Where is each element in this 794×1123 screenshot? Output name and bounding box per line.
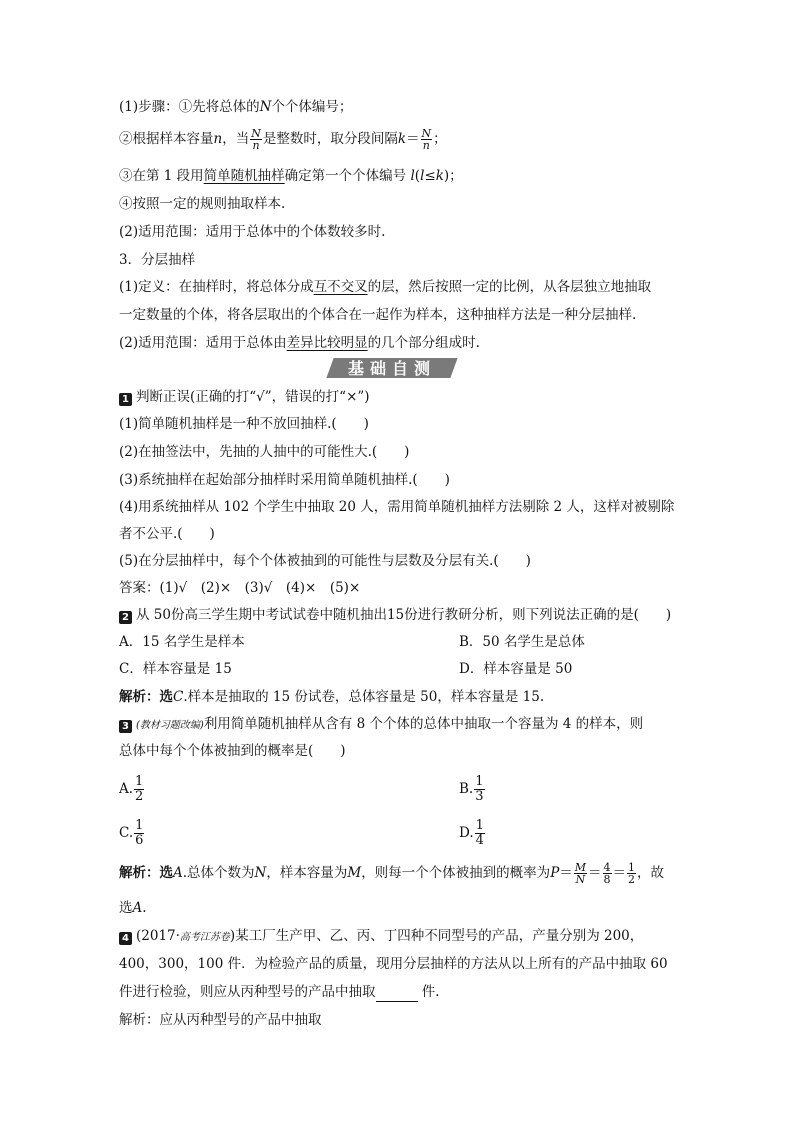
fraction [474, 775, 484, 804]
step-3-mid: 确定第一个个体编号 [284, 168, 407, 184]
underlined-term: 简单随机抽样 [203, 168, 285, 184]
var-k-2: k [435, 168, 444, 184]
q3-option-b [459, 775, 486, 804]
q4-analysis: 解析：应从丙种型号的产品中抽取 [119, 1012, 322, 1028]
q3-option-d [459, 819, 486, 848]
scope-systematic: (2)适用范围：适用于总体中的个体数较多时. [119, 224, 386, 240]
q4-stem-text-3: 件进行检验，则应从丙种型号的产品中抽取 [119, 984, 376, 1000]
q4-year-close: ) [229, 928, 236, 944]
step-2-interval: 是整数时，取分段间隔 [262, 131, 398, 147]
q4-stem [119, 926, 643, 948]
q3-analysis-cont [119, 898, 147, 918]
underlined-term: 互不交叉 [313, 279, 368, 295]
q4-stem-2: 400，300，100 件．为检验产品的质量，现用分层抽样的方法从以上所有的产品中抽取 60 [119, 956, 668, 972]
stratified-def-1 [119, 277, 651, 297]
def-text: (1)定义：在抽样时，将总体分成 [119, 279, 314, 295]
q2-option-a: A．15 名学生是样本 [119, 634, 245, 650]
q1-item-2: (2)在抽签法中，先抽的人抽中的可能性大.( ) [119, 444, 410, 460]
step-3 [119, 166, 463, 186]
denominator: 2 [135, 789, 144, 804]
q2-option-b: B．50 名学生是总体 [459, 634, 585, 650]
question-number-badge: 1 [119, 393, 132, 406]
choice: A [132, 900, 143, 916]
q1-answer: 答案：(1)√ (2)× (3)√ (4)× (5)× [119, 580, 361, 596]
q4-stem-3 [119, 982, 440, 1002]
q4-year: (2017· [136, 928, 180, 944]
period: . [142, 900, 147, 916]
numerator: 1 [475, 774, 484, 789]
numerator: 1 [135, 774, 144, 789]
question-number-badge: 4 [119, 932, 132, 945]
fraction [475, 819, 485, 848]
denominator: 4 [475, 833, 484, 848]
q2-analysis [119, 687, 544, 707]
leq-sign: ≤ [424, 168, 436, 184]
q1-item-1: (1)简单随机抽样是一种不放回抽样.( ) [119, 416, 369, 432]
equals: ＝ [406, 131, 420, 147]
q2-option-c: C．样本容量是 15 [119, 661, 232, 677]
answer-blank [376, 987, 418, 1002]
denominator: n [422, 139, 430, 152]
var-n: n [213, 131, 223, 147]
step-2-text: ②根据样本容量 [119, 131, 214, 147]
q4-stem-text: 某工厂生产甲、乙、丙、丁四种不同型号的产品，产量分别为 200， [235, 928, 644, 944]
q1-stem [119, 387, 370, 407]
fraction-4-over-8 [603, 862, 612, 885]
analysis-label: 解析：选 [119, 689, 173, 705]
fraction-N-over-n [250, 128, 262, 151]
q1-item-4: (4)用系统抽样从 102 个学生中抽取 20 人，需用简单随机抽样方法剔除 2 人，这样对被剔除 [119, 499, 675, 515]
scope-end: 的几个部分组成时. [367, 335, 480, 351]
denominator: 2 [628, 873, 636, 886]
banner-title: 基础自测 [347, 359, 436, 378]
numerator: N [421, 127, 432, 140]
q1-stem-text: 判断正误(正确的打“√”，错误的打“×”) [136, 389, 370, 405]
numerator: 1 [628, 861, 636, 874]
denominator: N [575, 873, 586, 886]
q4-stem-end: 件. [421, 984, 440, 1000]
question-number-badge: 3 [119, 720, 132, 733]
fraction [134, 819, 144, 848]
numerator: M [574, 861, 587, 874]
stratified-def-2: 一定数量的个体，将各层取出的个体合在一起作为样本，这种抽样方法是一种分层抽样. [119, 307, 637, 323]
analysis-label: 解析：选 [119, 865, 173, 881]
section-banner [330, 356, 458, 380]
fraction-M-over-N [574, 862, 587, 885]
var-N: N [254, 865, 267, 881]
q2-stem [119, 605, 671, 625]
option-label: B. [459, 781, 474, 797]
numerator: 1 [135, 818, 144, 833]
equals: ＝ [559, 865, 573, 881]
denominator: 3 [475, 789, 484, 804]
step-2-end: ； [433, 131, 447, 147]
q3-option-a [119, 775, 145, 804]
q1-item-5: (5)在分层抽样中，每个个体被抽到的可能性与层数及分层有关.( ) [119, 553, 531, 569]
var-l-2: l [420, 168, 425, 184]
fraction [134, 775, 144, 804]
q3-source: (教材习题改编) [136, 720, 204, 731]
scope-text: (2)适用范围：适用于总体由 [119, 335, 287, 351]
analysis-text-2: ，样本容量为 [266, 865, 348, 881]
step-2 [119, 128, 447, 151]
fraction-1-over-2 [627, 862, 636, 885]
analysis-text: .总体个数为 [182, 865, 255, 881]
q3-stem [119, 714, 643, 736]
q1-item-3: (3)系统抽样在起始部分抽样时采用简单随机抽样.( ) [119, 472, 450, 488]
q2-option-d: D．样本容量是 50 [459, 661, 573, 677]
choice: C [173, 689, 184, 705]
var-M: M [347, 865, 362, 881]
numerator: 4 [603, 861, 611, 874]
step-3-end: )； [443, 168, 463, 184]
q3-stem-cont: 总体中每个个体被抽到的概率是( ) [119, 743, 346, 759]
denominator: 8 [603, 873, 611, 886]
var-l: l [410, 168, 415, 184]
stratified-scope [119, 333, 480, 353]
numerator: N [251, 127, 261, 140]
analysis-text: 选 [119, 900, 133, 916]
var-P: P [550, 865, 560, 881]
q2-stem-text: 从 50份高三学生期中考试试卷中随机抽出15份进行教研分析，则下列说法正确的是( ) [136, 607, 672, 623]
q1-item-4-cont: 者不公平.( ) [119, 526, 215, 542]
numerator: 1 [475, 818, 484, 833]
equals: ＝ [588, 865, 602, 881]
option-label: A. [119, 781, 134, 797]
step-1-text: (1)步骤：①先将总体的 [119, 99, 260, 115]
analysis-text: .样本是抽取的 15 份试卷，总体容量是 50，样本容量是 15. [183, 689, 545, 705]
denominator: n [252, 139, 260, 152]
q3-analysis [119, 862, 664, 885]
var-k: k [397, 131, 407, 147]
step-3-text: ③在第 1 段用 [119, 168, 204, 184]
analysis-text-3: ，则每一个个体被抽到的概率为 [361, 865, 551, 881]
question-number-badge: 2 [119, 611, 132, 624]
equals: ＝ [612, 865, 627, 881]
step-1-end: 个个体编号； [271, 99, 353, 115]
q3-option-c [119, 819, 145, 848]
fraction-N-over-n-2 [421, 128, 433, 151]
denominator: 6 [135, 833, 144, 848]
paren-open: ( [414, 168, 421, 184]
underlined-term: 差异比较明显 [286, 335, 368, 351]
step-1 [119, 97, 352, 117]
step-2-when: ，当 [222, 131, 250, 147]
choice: A [173, 865, 183, 881]
def-text-2: 的层，然后按照一定的比例，从各层独立地抽取 [367, 279, 652, 295]
q4-source: 高考江苏卷 [179, 932, 230, 943]
q3-stem-text: 利用简单随机抽样从含有 8 个个体的总体中抽取一个容量为 4 的样本，则 [203, 716, 644, 732]
stratified-heading: 3．分层抽样 [119, 252, 196, 268]
option-label: D. [459, 825, 474, 841]
var-N: N [259, 99, 272, 115]
analysis-end: ，故 [637, 865, 665, 881]
option-label: C. [119, 825, 134, 841]
step-4: ④按照一定的规则抽取样本. [119, 196, 286, 212]
